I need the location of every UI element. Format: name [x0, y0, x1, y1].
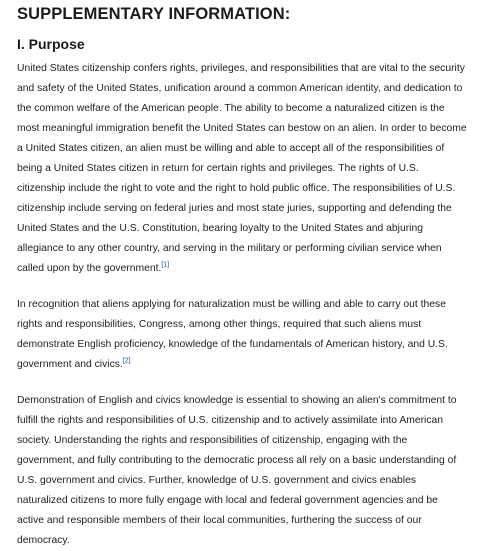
paragraph-1 [17, 59, 467, 279]
paragraph-2 [17, 295, 467, 375]
footnote-link-2[interactable]: [2] [122, 357, 131, 365]
paragraph-3 [17, 391, 467, 551]
section-title: I. Purpose [17, 36, 85, 52]
page-heading: SUPPLEMENTARY INFORMATION: [17, 5, 291, 23]
paragraph-1-text: United States citizenship confers rights, privileges, and responsibilities that are vital to the security and safety of the United States, unification around a common American identity, and dedication to the common welfare of the American people. The ability to become a naturalized citizen is the most meaningful immigration benefit the United States can bestow on an alien. In order to become a United States citizen, an alien must be willing and able to accept all of the responsibilities of being a United States citizen in return for certain rights and privileges. The rights of U.S. citizenship include the right to vote and the right to hold public office. The responsibilities of U.S. citizenship include serving on federal juries and most state juries, supporting and defending the United States and the U.S. Constitution, bearing loyalty to the United States and abjuring allegiance to any other country, and serving in the military or performing civilian service when called upon by the government. [17, 63, 467, 274]
paragraph-2-text: In recognition that aliens applying for naturalization must be willing and able to carry out these rights and responsibilities, Congress, among other things, required that such aliens must demonstrate English proficiency, knowledge of the fundamentals of American history, and U.S. government and civics. [17, 299, 448, 370]
paragraph-3-text: Demonstration of English and civics knowledge is essential to showing an alien's commitment to fulfill the rights and responsibilities of U.S. citizenship and to actively assimilate into American society. Understanding the rights and responsibilities of citizenship, engaging with the government, and fully contributing to the democratic process all rely on a basic understanding of U.S. government and civics. Further, knowledge of U.S. government and civics enables naturalized citizens to more fully engage with local and federal government agencies and be active and responsible members of their local communities, furthering the success of our democracy. [17, 395, 457, 546]
footnote-link-1[interactable]: [1] [161, 261, 170, 269]
